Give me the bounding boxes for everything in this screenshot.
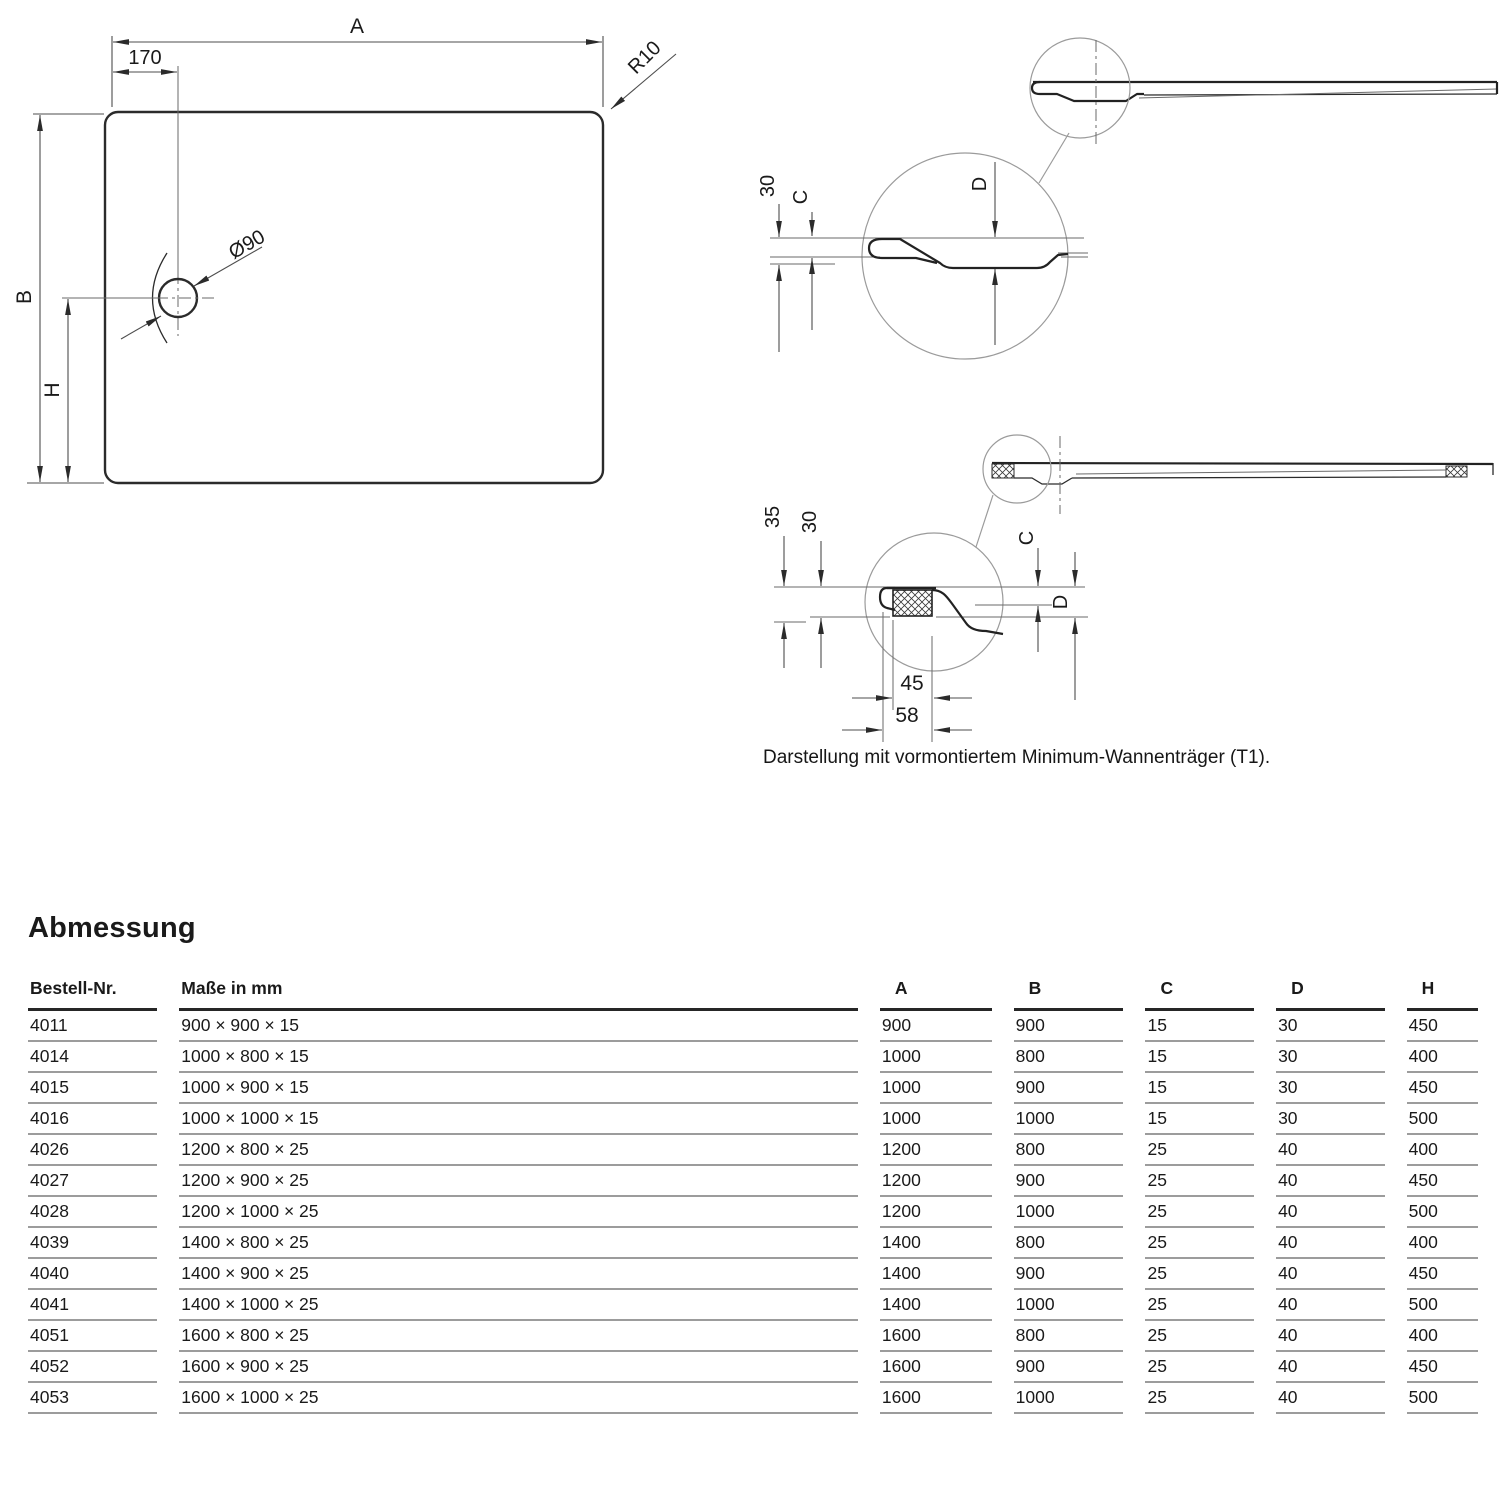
- support-hatch-right: [1446, 466, 1467, 477]
- side-view-plain: [1030, 38, 1497, 183]
- dimensions-table-wrap: [6, 978, 1500, 1414]
- cell-a: 900: [880, 1011, 992, 1042]
- cell-order-no: 4015: [28, 1073, 157, 1104]
- cell-d: 40: [1276, 1352, 1385, 1383]
- cell-h: 450: [1407, 1259, 1478, 1290]
- section-views-drawing: [740, 0, 1500, 800]
- dimension-45: [852, 672, 972, 698]
- leader-line-top: [1039, 133, 1069, 183]
- dimension-r10: [611, 37, 676, 109]
- table-row: [28, 1042, 1478, 1073]
- cell-b: 1000: [1014, 1290, 1124, 1321]
- dimension-170: [113, 47, 178, 336]
- table-row: [28, 1104, 1478, 1135]
- cell-a: 1600: [880, 1383, 992, 1414]
- cell-h: 500: [1407, 1197, 1478, 1228]
- cell-b: 1000: [1014, 1197, 1124, 1228]
- cell-order-no: 4014: [28, 1042, 157, 1073]
- cell-order-no: 4052: [28, 1352, 157, 1383]
- cell-b: 900: [1014, 1352, 1124, 1383]
- cell-h: 450: [1407, 1073, 1478, 1104]
- cell-h: 500: [1407, 1290, 1478, 1321]
- dimension-d-bottom: [1050, 552, 1075, 700]
- plan-view-drawing: [0, 0, 720, 800]
- cell-a: 1000: [880, 1042, 992, 1073]
- cell-order-no: 4041: [28, 1290, 157, 1321]
- cell-order-no: 4027: [28, 1166, 157, 1197]
- table-row: [28, 1197, 1478, 1228]
- cell-h: 400: [1407, 1042, 1478, 1073]
- dim-label-170: 170: [128, 47, 162, 69]
- cell-c: 25: [1145, 1290, 1254, 1321]
- table-row: [28, 1259, 1478, 1290]
- cell-dimensions: 900 × 900 × 15: [179, 1011, 858, 1042]
- cell-d: 40: [1276, 1383, 1385, 1414]
- cell-b: 800: [1014, 1042, 1124, 1073]
- cell-order-no: 4026: [28, 1135, 157, 1166]
- cell-d: 30: [1276, 1104, 1385, 1135]
- cell-d: 40: [1276, 1259, 1385, 1290]
- cell-d: 40: [1276, 1290, 1385, 1321]
- cell-dimensions: 1400 × 900 × 25: [179, 1259, 858, 1290]
- cell-a: 1600: [880, 1352, 992, 1383]
- col-header-dimensions: Maße in mm: [179, 978, 858, 1011]
- cell-b: 900: [1014, 1011, 1124, 1042]
- leader-line-bottom: [976, 495, 993, 547]
- cell-dimensions: 1600 × 800 × 25: [179, 1321, 858, 1352]
- cell-a: 1200: [880, 1166, 992, 1197]
- table-row: [28, 1166, 1478, 1197]
- section-detail-support: [762, 506, 1088, 742]
- cell-c: 15: [1145, 1073, 1254, 1104]
- cell-c: 25: [1145, 1383, 1254, 1414]
- cell-a: 1600: [880, 1321, 992, 1352]
- dim-label-c-bottom: C: [1016, 530, 1038, 546]
- cell-c: 25: [1145, 1228, 1254, 1259]
- cell-d: 30: [1276, 1042, 1385, 1073]
- cell-c: 25: [1145, 1259, 1254, 1290]
- dimension-c-top: [790, 190, 812, 330]
- cell-h: 400: [1407, 1135, 1478, 1166]
- table-body: [28, 1011, 1478, 1414]
- table-row: [28, 1073, 1478, 1104]
- dimension-30-bottom: [799, 511, 821, 668]
- col-header-d: D: [1276, 978, 1385, 1011]
- table-row: [28, 1321, 1478, 1352]
- cell-order-no: 4040: [28, 1259, 157, 1290]
- cell-order-no: 4011: [28, 1011, 157, 1042]
- cell-order-no: 4039: [28, 1228, 157, 1259]
- cell-h: 450: [1407, 1352, 1478, 1383]
- cell-b: 1000: [1014, 1104, 1124, 1135]
- cell-order-no: 4051: [28, 1321, 157, 1352]
- cell-dimensions: 1600 × 1000 × 25: [179, 1383, 858, 1414]
- section-detail-plain: [757, 153, 1088, 359]
- cell-b: 900: [1014, 1073, 1124, 1104]
- cell-a: 1000: [880, 1073, 992, 1104]
- table-row: [28, 1135, 1478, 1166]
- dim-label-35-bottom: 35: [762, 505, 784, 529]
- dimension-58: [842, 704, 972, 730]
- dim-label-h: H: [41, 382, 64, 398]
- cell-c: 15: [1145, 1104, 1254, 1135]
- cell-b: 900: [1014, 1166, 1124, 1197]
- cell-h: 500: [1407, 1104, 1478, 1135]
- support-block-section: [893, 590, 932, 616]
- detail-circle-top: [862, 153, 1068, 359]
- dimension-a: [112, 15, 603, 107]
- dim-label-b: B: [13, 289, 36, 305]
- cell-d: 30: [1276, 1073, 1385, 1104]
- zoom-bubble-top: [1030, 38, 1130, 138]
- cell-c: 25: [1145, 1197, 1254, 1228]
- cell-c: 25: [1145, 1352, 1254, 1383]
- cell-order-no: 4016: [28, 1104, 157, 1135]
- cell-a: 1400: [880, 1290, 992, 1321]
- dimensions-table: [6, 978, 1500, 1414]
- cell-dimensions: 1200 × 1000 × 25: [179, 1197, 858, 1228]
- cell-b: 900: [1014, 1259, 1124, 1290]
- col-header-h: H: [1407, 978, 1478, 1011]
- cell-dimensions: 1400 × 800 × 25: [179, 1228, 858, 1259]
- cell-h: 450: [1407, 1166, 1478, 1197]
- cell-dimensions: 1600 × 900 × 25: [179, 1352, 858, 1383]
- cell-a: 1200: [880, 1135, 992, 1166]
- cell-b: 1000: [1014, 1383, 1124, 1414]
- cell-dimensions: 1000 × 900 × 15: [179, 1073, 858, 1104]
- cell-h: 500: [1407, 1383, 1478, 1414]
- dim-label-58: 58: [895, 704, 919, 727]
- dim-label-r10: R10: [624, 37, 666, 79]
- cell-a: 1200: [880, 1197, 992, 1228]
- table-row: [28, 1011, 1478, 1042]
- side-view-support: [976, 435, 1493, 547]
- cell-dimensions: 1000 × 1000 × 15: [179, 1104, 858, 1135]
- detail-circle-bottom: [865, 533, 1003, 671]
- cell-c: 25: [1145, 1135, 1254, 1166]
- dim-label-30-bottom: 30: [799, 510, 821, 534]
- cell-dimensions: 1000 × 800 × 15: [179, 1042, 858, 1073]
- table-header-row: [28, 978, 1478, 1011]
- cell-c: 15: [1145, 1011, 1254, 1042]
- cell-dimensions: 1400 × 1000 × 25: [179, 1290, 858, 1321]
- cell-d: 40: [1276, 1197, 1385, 1228]
- dim-label-d-bottom: D: [1050, 594, 1072, 610]
- dimension-c-bottom: [1016, 531, 1038, 652]
- cell-b: 800: [1014, 1321, 1124, 1352]
- cell-b: 800: [1014, 1228, 1124, 1259]
- cell-b: 800: [1014, 1135, 1124, 1166]
- cell-d: 30: [1276, 1011, 1385, 1042]
- cell-d: 40: [1276, 1228, 1385, 1259]
- cell-d: 40: [1276, 1321, 1385, 1352]
- col-header-c: C: [1145, 978, 1254, 1011]
- cell-a: 1400: [880, 1228, 992, 1259]
- cell-h: 400: [1407, 1321, 1478, 1352]
- dim-label-45: 45: [900, 672, 924, 695]
- cell-c: 15: [1145, 1042, 1254, 1073]
- cell-d: 40: [1276, 1166, 1385, 1197]
- table-row: [28, 1383, 1478, 1414]
- cell-h: 450: [1407, 1011, 1478, 1042]
- cell-a: 1000: [880, 1104, 992, 1135]
- table-header: [28, 978, 1478, 1011]
- cell-h: 400: [1407, 1228, 1478, 1259]
- cell-dimensions: 1200 × 900 × 25: [179, 1166, 858, 1197]
- cell-d: 40: [1276, 1135, 1385, 1166]
- dim-label-30-top: 30: [757, 174, 779, 198]
- dimension-30-top: [757, 175, 779, 352]
- cell-order-no: 4053: [28, 1383, 157, 1414]
- support-hatch-left: [992, 464, 1014, 478]
- col-header-b: B: [1014, 978, 1124, 1011]
- dim-label-c-top: C: [790, 189, 812, 205]
- support-caption: Darstellung mit vormontiertem Minimum-Wannenträger (T1).: [763, 747, 1271, 768]
- table-row: [28, 1228, 1478, 1259]
- cell-c: 25: [1145, 1321, 1254, 1352]
- col-header-order-no: Bestell-Nr.: [28, 978, 157, 1011]
- dimension-d-top: [969, 162, 995, 345]
- cell-a: 1400: [880, 1259, 992, 1290]
- cell-order-no: 4028: [28, 1197, 157, 1228]
- table-row: [28, 1352, 1478, 1383]
- table-row: [28, 1290, 1478, 1321]
- dim-label-drain-diameter: Ø90: [225, 225, 269, 264]
- dim-label-a: A: [349, 15, 365, 38]
- dimension-h: [41, 299, 68, 482]
- drain: [62, 226, 269, 343]
- col-header-a: A: [880, 978, 992, 1011]
- page-title: Abmessung: [28, 912, 196, 944]
- cell-dimensions: 1200 × 800 × 25: [179, 1135, 858, 1166]
- cell-c: 25: [1145, 1166, 1254, 1197]
- dim-label-d-top: D: [969, 176, 991, 192]
